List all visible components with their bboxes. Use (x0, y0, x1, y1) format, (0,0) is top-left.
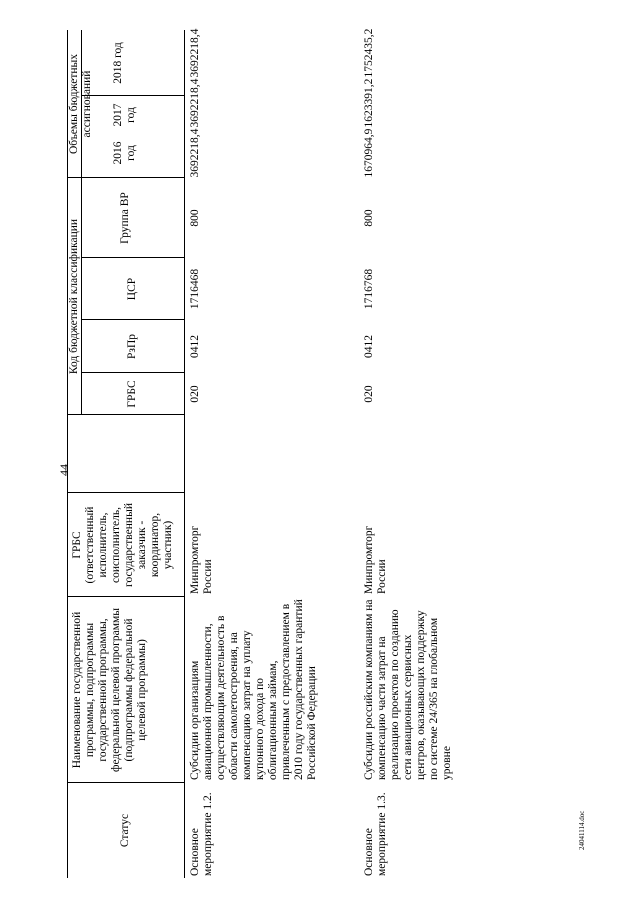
row-vr: 800 (189, 209, 201, 227)
header-rzpr: РзПр (126, 334, 138, 359)
row-status: Основное мероприятие 1.3. (363, 792, 388, 876)
header-budget-code: Код бюджетной классификации (68, 218, 80, 375)
header-status: Статус (119, 813, 131, 848)
row-grbs: Минпромторг России (363, 525, 388, 594)
col-divider (67, 492, 184, 493)
header-vr-group: Группа ВР (119, 192, 131, 244)
col-divider (67, 596, 184, 597)
row-grbs: Минпромторг России (189, 525, 214, 594)
header-volumes: Объемы бюджетных ассигнований (68, 53, 93, 155)
row-csr: 1716768 (363, 268, 375, 310)
row-2017: 1623391,2 (363, 78, 375, 128)
row-2018: 3692218,4 (189, 28, 201, 78)
row-rzpr: 0412 (363, 335, 375, 358)
page-number: 44 (57, 464, 71, 476)
header-grbs-short: ГРБС (126, 380, 138, 408)
row-2016: 3692218,4 (189, 128, 201, 178)
header-bottom-border (184, 30, 185, 878)
row-2016: 1670964,9 (363, 128, 375, 178)
header-csr: ЦСР (126, 277, 138, 301)
footer-filename: 24041114.doc (578, 810, 586, 850)
row-vr: 800 (363, 209, 375, 227)
header-grbs: ГРБС (ответственный исполнитель, соисполнитель, государственный заказчик - координатор, участник) (71, 503, 174, 587)
row-rzpr: 0412 (189, 335, 201, 358)
row-grbs-code: 020 (189, 385, 201, 403)
header-name: Наименование государственной программы, подпрограммы государственной программы, федеральной целевой программы (подпрограммы федеральной целевой программы) (71, 608, 148, 772)
header-2018: 2018 год (112, 42, 124, 84)
row-2018: 1752435,2 (363, 28, 375, 78)
header-2016: 2016 год (112, 141, 137, 165)
budget-table (67, 30, 587, 878)
row-name: Субсидии организациям авиационной промышленности, осуществляющим деятельность в области самолетостроения, на компенсацию затрат на уплату купонного дохода по облигационным займам, привлеченным с предоставлением в 2010 году государственных гарантий Российской Федерации (189, 599, 318, 780)
row-2017: 3692218,4 (189, 78, 201, 128)
header-2017: 2017 год (112, 103, 137, 127)
row-name: Субсидии российским компаниям на компенсацию части затрат на реализацию проектов по созданию сети авиационных сервисных центров, оказывающих поддержку по системе 24/365 на глобальном уровне (363, 599, 453, 780)
row-grbs-code: 020 (363, 385, 375, 403)
row-status: Основное мероприятие 1.2. (189, 792, 214, 876)
row-csr: 1716468 (189, 268, 201, 310)
